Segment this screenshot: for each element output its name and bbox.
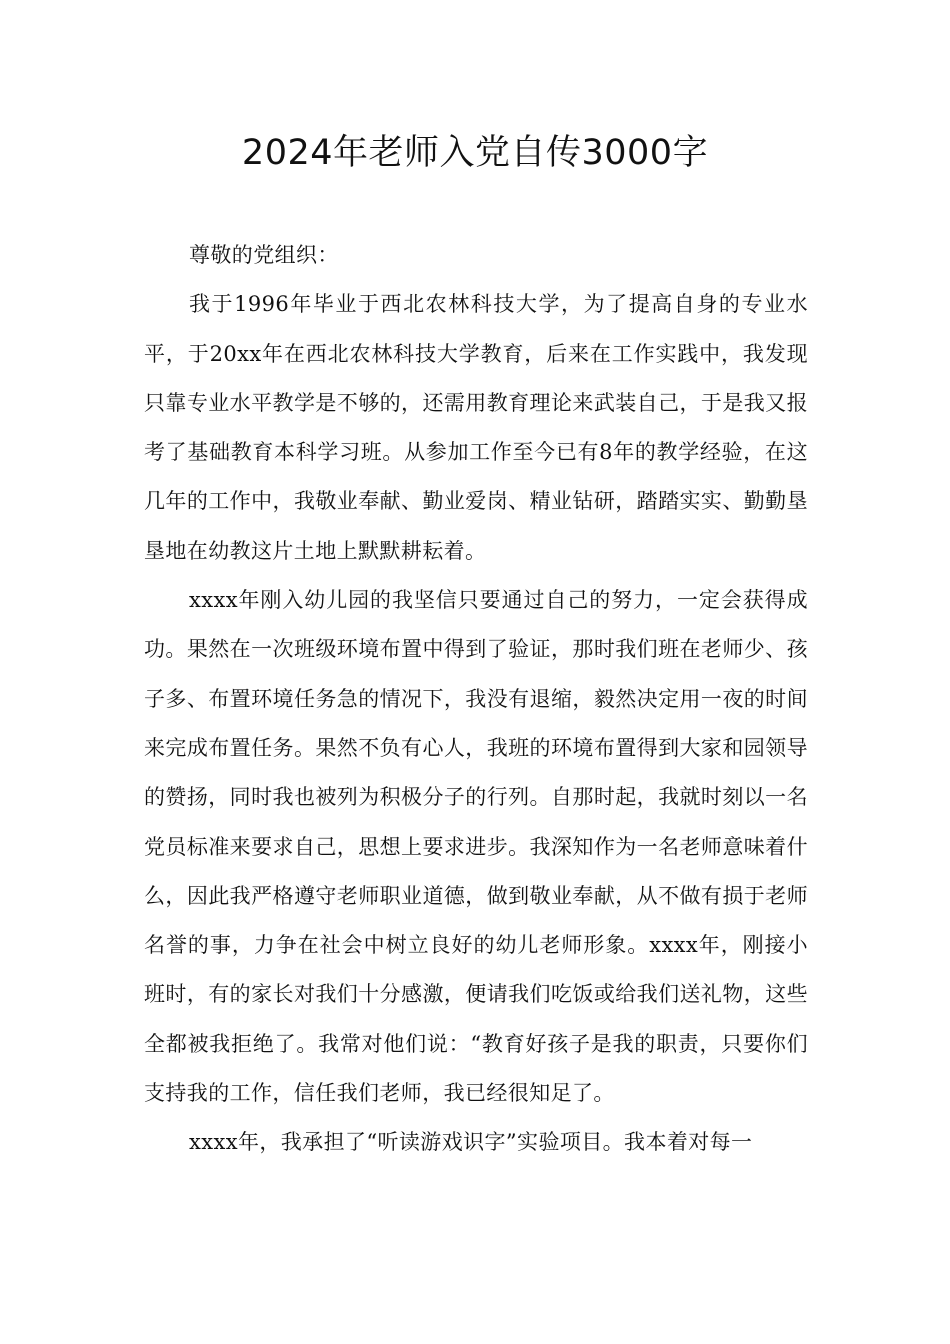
salutation-paragraph: 尊敬的党组织： — [189, 243, 339, 267]
body-paragraph-2: xxxx年刚入幼儿园的我坚信只要通过自己的努力，一定会获得成功。果然在一次班级环境布置中得到了验证，那时我们班在老师少、孩子多、布置环境任务急的情况下，我没有退缩，毅然决定用一夜的时间来完成布置任务。果然不负有心人，我班的环境布置得到大家和园领导的赞扬，同时我也被列为积极分子的行列。自那时起，我就时刻以一名党员标准来要求自己，思想上要求进步。我深知作为一名老师意味着什么，因此我严格遵守老师职业道德，做到敬业奉献，从不做有损于老师名誉的事，力争在社会中树立良好的幼儿老师形象。xxxx年，刚接小班时，有的家长对我们十分感激，便请我们吃饭或给我们送礼物，这些全都被我拒绝了。我常对他们说：“教育好孩子是我的职责，只要你们支持我的工作，信任我们老师，我已经很知足了。 — [144, 588, 808, 1106]
body-paragraph-3: xxxx年，我承担了“听读游戏识字”实验项目。我本着对每一 — [189, 1130, 753, 1155]
body-paragraph-1: 我于1996年毕业于西北农林科技大学，为了提高自身的专业水平，于20xx年在西北农林科技大学教育，后来在工作实践中，我发现只靠专业水平教学是不够的，还需用教育理论来武装自己，于是我又报考了基础教育本科学习班。从参加工作至今已有8年的教学经验，在这几年的工作中，我敬业奉献、勤业爱岗、精业钻研，踏踏实实、勤勤垦垦地在幼教这片土地上默默耕耘着。 — [144, 292, 808, 563]
document-title: 2024年老师入党自传3000字 — [241, 133, 709, 173]
document-body — [144, 231, 808, 1168]
